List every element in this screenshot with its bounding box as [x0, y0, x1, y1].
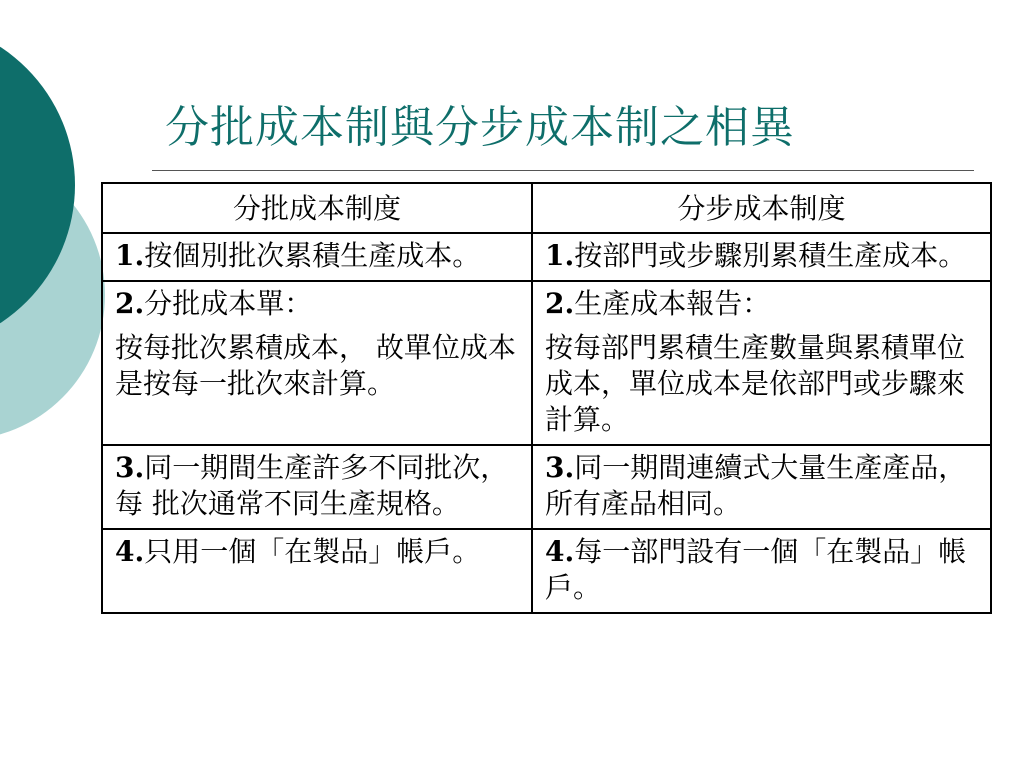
cell-job-order-2: [102, 281, 532, 445]
item-number: 1.: [115, 239, 145, 272]
item-number: 4.: [115, 535, 145, 568]
item-number: 2.: [115, 287, 145, 320]
cell-process-3: [532, 445, 991, 529]
item-number: 2.: [545, 287, 575, 320]
item-number: 1.: [545, 239, 575, 272]
item-text: 同一期間連續式大量生產產品，所有產品相同。: [545, 451, 967, 520]
item-text: 分批成本單：: [144, 287, 313, 320]
comparison-table: [101, 182, 992, 614]
cell-job-order-1: [102, 233, 532, 281]
item-text: 每一部門設有一個「在製品」帳戶。: [545, 535, 967, 604]
title-underline: [152, 170, 974, 171]
item-text: 按部門或步驟別累積生產成本。: [574, 239, 967, 272]
cell-job-order-4: [102, 529, 532, 613]
table-row: [102, 445, 991, 529]
table-row: [102, 281, 991, 445]
header-job-order-costing: 分批成本制度: [102, 183, 532, 233]
cell-process-1: [532, 233, 991, 281]
table-header-row: [102, 183, 991, 233]
header-process-costing: 分步成本制度: [532, 183, 991, 233]
item-number: 3.: [115, 451, 145, 484]
slide-title: 分批成本制與分步成本制之相異: [165, 102, 795, 153]
cell-process-4: [532, 529, 991, 613]
item-text: 按個別批次累積生產成本。: [144, 239, 481, 272]
cell-process-2: [532, 281, 991, 445]
item-number: 3.: [545, 451, 575, 484]
item-detail: 按每部門累積生產數量與累積單位成本，單位成本是依部門或步驟來計算。: [545, 331, 966, 436]
cell-job-order-3: [102, 445, 532, 529]
item-number: 4.: [545, 535, 575, 568]
table-row: [102, 233, 991, 281]
item-text: 同一期間生產許多不同批次，每 批次通常不同生產規格。: [115, 451, 509, 520]
item-detail: 按每批次累積成本， 故單位成本是按每一批次來計算。: [115, 331, 516, 400]
item-text: 只用一個「在製品」帳戶。: [144, 535, 481, 568]
item-text: 生產成本報告：: [574, 287, 771, 320]
table-row: [102, 529, 991, 613]
